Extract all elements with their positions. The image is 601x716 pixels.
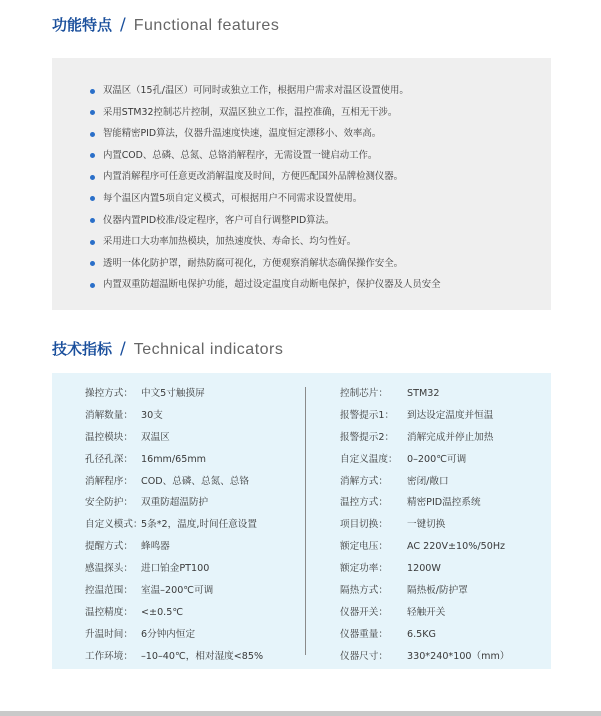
spec-value: <±0.5℃ (141, 606, 184, 618)
feature-text: 采用进口大功率加热模块，加热速度快、寿命长、均匀性好。 (103, 236, 357, 248)
spec-row (340, 580, 509, 602)
spec-label: 自定义温度： (340, 453, 398, 465)
spec-label: 仪器重量： (340, 628, 388, 640)
feature-text: 内置COD、总磷、总氮、总铬消解程序，无需设置一键启动工作。 (103, 149, 378, 161)
spec-row (340, 405, 509, 427)
spec-row (85, 646, 263, 668)
spec-row (85, 536, 263, 558)
spec-label: 自定义模式： (85, 519, 143, 531)
bullet-dot-icon (90, 89, 95, 94)
spec-label: 消解数量： (85, 409, 133, 421)
specs-heading (52, 338, 283, 359)
spec-value: 进口铂金PT100 (141, 563, 210, 575)
spec-value: COD、总磷、总氮、总铬 (141, 475, 249, 487)
feature-item (90, 145, 441, 167)
feature-text: 仪器内置PID校准/设定程序，客户可自行调整PID算法。 (103, 214, 335, 226)
bullet-dot-icon (90, 175, 95, 180)
spec-label: 温控精度： (85, 606, 133, 618)
bullet-dot-icon (90, 196, 95, 201)
feature-text: 采用STM32控制芯片控制，双温区独立工作，温控准确，互相无干涉。 (103, 106, 398, 118)
features-heading-en: Functional features (133, 17, 280, 34)
features-list (90, 80, 441, 296)
feature-text: 内置消解程序可任意更改消解温度及时间，方便匹配国外品牌检测仪器。 (103, 171, 404, 183)
bullet-dot-icon (90, 153, 95, 158)
spec-label: 报警提示2： (340, 431, 395, 443)
spec-label: 控温范围： (85, 585, 133, 597)
spec-label: 报警提示1： (340, 409, 395, 421)
spec-label: 温控模块： (85, 431, 133, 443)
spec-value: 330*240*100（mm） (407, 650, 510, 662)
specs-left-column (85, 383, 263, 668)
spec-row (340, 492, 509, 514)
spec-value: 5条*2，温度,时间任意设置 (141, 519, 257, 531)
features-heading-slash: / (120, 15, 126, 35)
spec-value: 双温区 (141, 431, 170, 443)
spec-value: 蜂鸣器 (141, 541, 170, 553)
spec-value: 6.5KG (407, 628, 436, 640)
spec-label: 温控方式： (340, 497, 388, 509)
spec-label: 感温探头： (85, 563, 133, 575)
features-heading (52, 14, 279, 35)
spec-value: 轻触开关 (407, 606, 446, 618)
feature-item (90, 231, 441, 253)
spec-row (340, 624, 509, 646)
spec-row (340, 514, 509, 536)
specs-heading-cn: 技术指标 (52, 340, 113, 358)
spec-row (340, 646, 509, 668)
feature-item (90, 253, 441, 275)
feature-text: 每个温区内置5项自定义模式，可根据用户不同需求设置使用。 (103, 192, 363, 204)
specs-divider (305, 387, 306, 655)
spec-label: 控制芯片： (340, 388, 388, 399)
bullet-dot-icon (90, 261, 95, 266)
spec-row (340, 536, 509, 558)
feature-item (90, 123, 441, 145)
spec-row (85, 558, 263, 580)
spec-value: AC 220V±10%/50Hz (407, 541, 506, 553)
bullet-dot-icon (90, 240, 95, 245)
feature-item (90, 274, 441, 296)
spec-label: 安全防护： (85, 497, 133, 509)
spec-value: 室温–200℃可调 (141, 585, 214, 597)
features-panel (52, 58, 551, 310)
spec-row (85, 383, 263, 405)
bullet-dot-icon (90, 218, 95, 223)
spec-label: 项目切换： (340, 519, 388, 531)
spec-row (85, 492, 263, 514)
spec-label: 额定功率： (340, 563, 388, 575)
spec-row (85, 580, 263, 602)
feature-item (90, 80, 441, 102)
spec-row (340, 602, 509, 624)
spec-value: 到达设定温度并恒温 (407, 409, 494, 421)
feature-text: 内置双重防超温断电保护功能，超过设定温度自动断电保护，保护仪器及人员安全 (103, 279, 441, 291)
spec-value: 30支 (141, 409, 163, 421)
specs-heading-slash: / (120, 339, 126, 359)
spec-row (340, 558, 509, 580)
spec-label: 提醒方式： (85, 541, 133, 553)
spec-value: –10–40℃，相对湿度<85% (141, 650, 264, 662)
spec-label: 工作环境： (85, 650, 133, 662)
spec-row (85, 471, 263, 493)
spec-row (85, 624, 263, 646)
spec-value: 中文5寸触摸屏 (141, 388, 205, 399)
spec-label: 孔径孔深： (85, 453, 133, 465)
spec-row (85, 449, 263, 471)
spec-row (85, 405, 263, 427)
spec-value: 消解完成并停止加热 (407, 431, 494, 443)
specs-right-column (340, 383, 509, 668)
features-heading-cn: 功能特点 (52, 16, 113, 34)
spec-label: 操控方式： (85, 388, 133, 399)
spec-label: 消解方式： (340, 475, 388, 487)
spec-value: 双重防超温防护 (141, 497, 209, 509)
spec-value: 精密PID温控系统 (407, 497, 481, 509)
spec-value: 隔热板/防护罩 (407, 585, 468, 597)
specs-heading-en: Technical indicators (133, 341, 284, 358)
bottom-divider (0, 711, 601, 716)
spec-label: 升温时间： (85, 628, 133, 640)
specs-panel (52, 373, 551, 669)
feature-text: 透明一体化防护罩，耐热防腐可视化，方便观察消解状态确保操作安全。 (103, 257, 404, 269)
spec-row (340, 449, 509, 471)
feature-item (90, 102, 441, 124)
spec-value: 16mm/65mm (141, 453, 207, 465)
spec-value: 0–200℃可调 (407, 453, 467, 465)
spec-row (340, 383, 509, 405)
feature-item (90, 166, 441, 188)
spec-row (340, 471, 509, 493)
spec-label: 仪器开关： (340, 606, 388, 618)
bullet-dot-icon (90, 132, 95, 137)
spec-label: 消解程序： (85, 475, 133, 487)
spec-value: 密闭/敞口 (407, 475, 449, 487)
feature-text: 双温区（15孔/温区）可同时或独立工作，根据用户需求对温区设置使用。 (103, 85, 409, 96)
spec-label: 仪器尺寸： (340, 650, 388, 662)
spec-value: 一键切换 (407, 519, 446, 531)
bullet-dot-icon (90, 110, 95, 115)
spec-row (85, 602, 263, 624)
spec-row (340, 427, 509, 449)
spec-value: 1200W (407, 563, 441, 575)
spec-row (85, 427, 263, 449)
spec-value: 6分钟内恒定 (141, 628, 196, 640)
feature-text: 智能精密PID算法，仪器升温速度快速，温度恒定漂移小、效率高。 (103, 128, 382, 140)
feature-item (90, 210, 441, 232)
spec-label: 隔热方式： (340, 585, 388, 597)
spec-value: STM32 (407, 388, 440, 399)
spec-label: 额定电压： (340, 541, 388, 553)
feature-item (90, 188, 441, 210)
bullet-dot-icon (90, 283, 95, 288)
spec-row (85, 514, 263, 536)
